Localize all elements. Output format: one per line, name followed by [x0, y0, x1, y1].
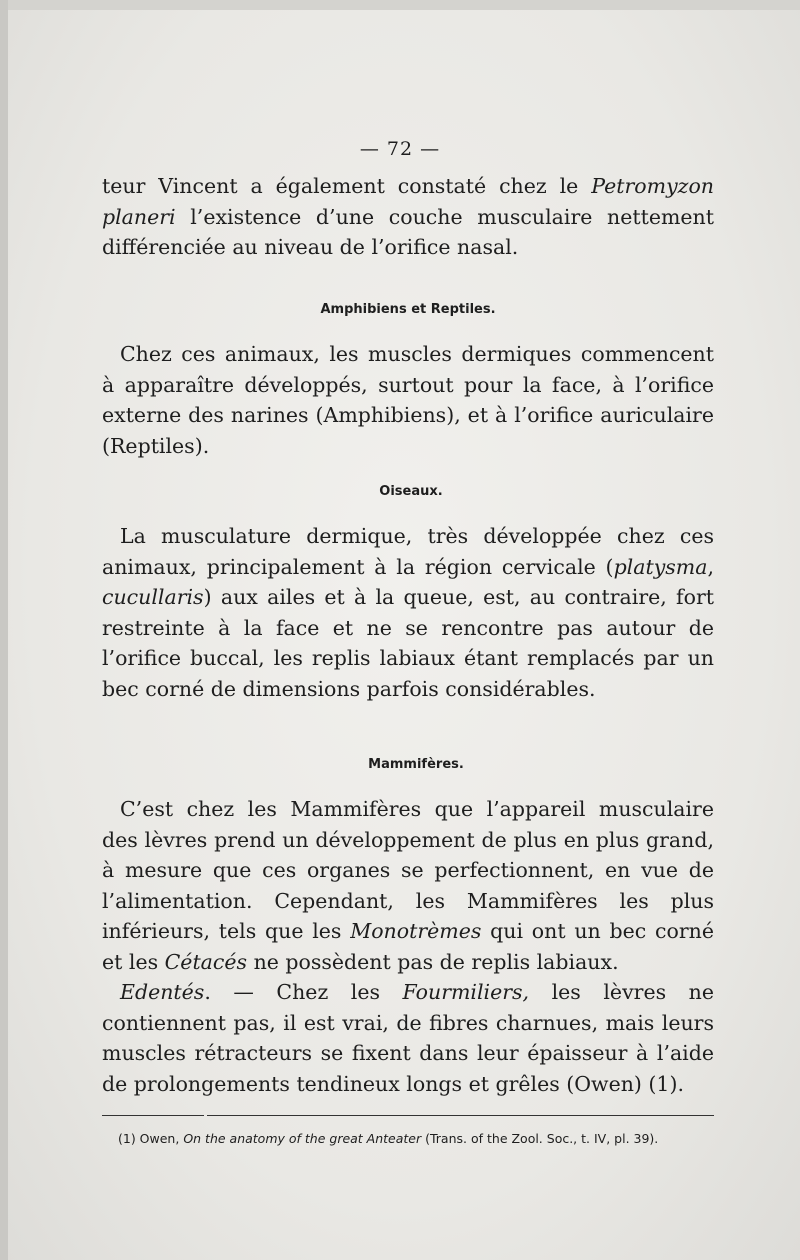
section-heading-mammiferes: Mammifères.: [368, 757, 464, 772]
paragraph-amphibiens: Chez ces animaux, les muscles dermiques commencent à apparaître développés, surtout pour la face, à l’orifice externe des narines (Amphibiens), et à l’orifice auriculaire (Reptiles).: [102, 342, 714, 458]
section-heading-amphibiens: Amphibiens et Reptiles.: [320, 302, 496, 317]
paragraph-oiseaux: La musculature dermique, très développée chez ces animaux, principalement à la région cervicale (platysma, cucullaris) aux ailes et à la queue, est, au contraire, fort restreinte à la face et ne se rencontre pas autour de l’orifice buccal, les replis labiaux étant remplacés par un bec corné de dimensions parfois considérables.: [102, 524, 714, 701]
paragraph-mammiferes: C’est chez les Mammifères que l’appareil musculaire des lèvres prend un développement de plus en plus grand, à mesure que ces organes se perfectionnent, en vue de l’alimentation. Cependant, les Mammifères les plus inférieurs, tels que les Monotrèmes qui ont un bec corné et les Cétacés ne possèdent pas de replis labiaux. Edentés. — Chez les Fourmiliers, les lèvres ne contiennent pas, il est vrai, de fibres charnues, mais leurs muscles rétracteurs se fixent dans leur épaisseur à l’aide de prolongements tendineux longs et grêles (Owen) (1).: [102, 797, 714, 1096]
species-name: Petromyzon planeri: [102, 174, 714, 229]
page-top-edge: [0, 0, 800, 10]
page-number: — 72 —: [359, 138, 441, 160]
page-left-edge: [0, 0, 8, 1260]
section-heading-oiseaux: Oiseaux.: [379, 484, 443, 499]
footnote-rule: [207, 1115, 714, 1116]
footnote: (1) Owen, On the anatomy of the great Anteater (Trans. of the Zool. Soc., t. IV, pl. 39).: [118, 1131, 659, 1146]
paragraph-petromyzon: teur Vincent a également constaté chez le Petromyzon planeri l’existence d’une couche musculaire nettement différenciée au niveau de l’orifice nasal.: [102, 174, 714, 259]
footnote-rule: [102, 1115, 204, 1116]
